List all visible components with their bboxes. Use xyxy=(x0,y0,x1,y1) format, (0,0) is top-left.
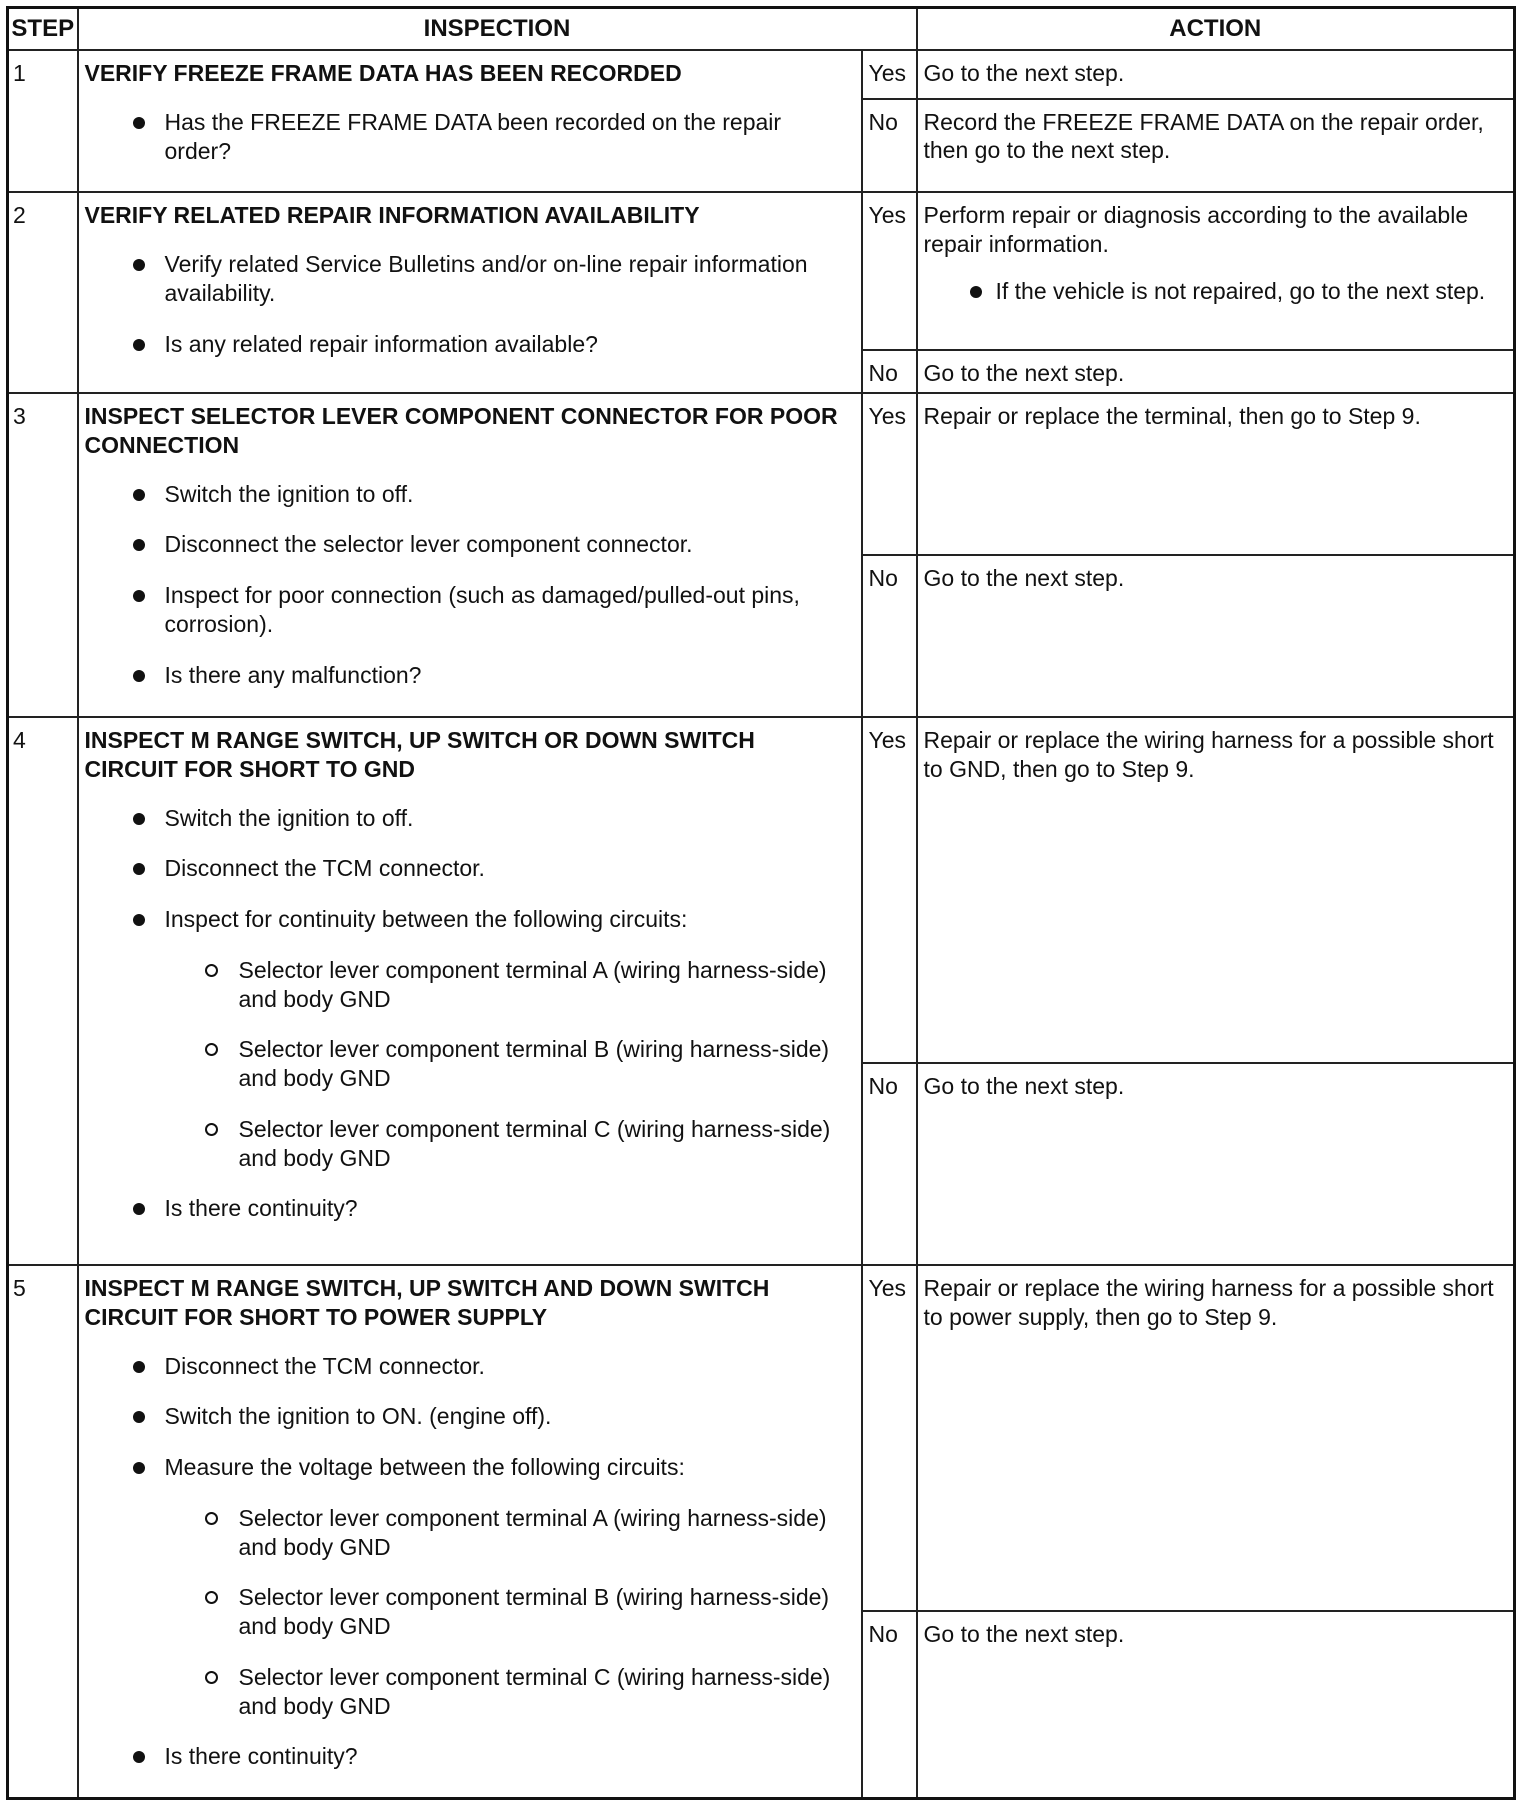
no-action: Record the FREEZE FRAME DATA on the repair order, then go to the next step. xyxy=(917,99,1515,193)
step-2-inspection xyxy=(78,192,862,393)
inspection-bullet: Is there any malfunction? xyxy=(85,661,851,690)
no-label: No xyxy=(862,99,917,193)
no-label: No xyxy=(862,350,917,393)
inspection-bullet: Verify related Service Bulletins and/or on-line repair information availability. xyxy=(85,250,851,308)
inspection-bullet: Switch the ignition to off. xyxy=(85,804,851,833)
yes-action-cell xyxy=(917,192,1515,350)
yes-action: Repair or replace the wiring harness for a possible short to power supply, then go to Step 9. xyxy=(917,1265,1515,1611)
inspection-bullet: Disconnect the TCM connector. xyxy=(85,1352,851,1381)
inspection-bullet: Measure the voltage between the following circuits: xyxy=(85,1453,851,1482)
no-action: Go to the next step. xyxy=(917,350,1515,393)
yes-action: Repair or replace the terminal, then go to Step 9. xyxy=(917,393,1515,555)
header-row xyxy=(8,8,1515,51)
inspection-sub-bullet: Selector lever component terminal A (wiring harness-side) and body GND xyxy=(85,1504,851,1562)
step-4-yes-row xyxy=(8,717,1515,1063)
inspection-sub-bullet: Selector lever component terminal A (wiring harness-side) and body GND xyxy=(85,956,851,1014)
no-action: Go to the next step. xyxy=(917,555,1515,717)
step-number: 1 xyxy=(8,50,78,192)
no-label: No xyxy=(862,1063,917,1265)
inspection-sub-bullet: Selector lever component terminal B (wiring harness-side) and body GND xyxy=(85,1035,851,1093)
no-action: Go to the next step. xyxy=(917,1063,1515,1265)
step-number: 3 xyxy=(8,393,78,717)
yes-action: Go to the next step. xyxy=(917,50,1515,99)
step-5-yes-row xyxy=(8,1265,1515,1611)
step-number: 4 xyxy=(8,717,78,1265)
step-3-inspection xyxy=(78,393,862,717)
yes-label: Yes xyxy=(862,393,917,555)
step-5-inspection xyxy=(78,1265,862,1799)
step-title: INSPECT SELECTOR LEVER COMPONENT CONNECTOR FOR POOR CONNECTION xyxy=(84,403,838,458)
step-number: 2 xyxy=(8,192,78,393)
inspection-bullet: Is there continuity? xyxy=(85,1742,851,1771)
inspection-bullet: Disconnect the TCM connector. xyxy=(85,854,851,883)
yes-action: Perform repair or diagnosis according to the available repair information. xyxy=(923,202,1469,257)
inspection-sub-bullet: Selector lever component terminal B (wiring harness-side) and body GND xyxy=(85,1583,851,1641)
no-label: No xyxy=(862,555,917,717)
step-1-inspection xyxy=(78,50,862,192)
step-3-yes-row xyxy=(8,393,1515,555)
yes-action-sub-bullet: If the vehicle is not repaired, go to the next step. xyxy=(924,277,1506,306)
diagnostic-procedure-table xyxy=(6,6,1516,1800)
action-header: ACTION xyxy=(917,8,1515,51)
step-1-yes-row xyxy=(8,50,1515,99)
inspection-bullet: Inspect for poor connection (such as damaged/pulled-out pins, corrosion). xyxy=(85,581,851,639)
step-title: INSPECT M RANGE SWITCH, UP SWITCH OR DOWN SWITCH CIRCUIT FOR SHORT TO GND xyxy=(84,727,755,782)
yes-label: Yes xyxy=(862,1265,917,1611)
step-2-yes-row xyxy=(8,192,1515,350)
inspection-header: INSPECTION xyxy=(78,8,917,51)
no-action: Go to the next step. xyxy=(917,1611,1515,1799)
yes-action: Repair or replace the wiring harness for a possible short to GND, then go to Step 9. xyxy=(917,717,1515,1063)
yes-label: Yes xyxy=(862,717,917,1063)
inspection-bullet: Inspect for continuity between the following circuits: xyxy=(85,905,851,934)
step-title: VERIFY FREEZE FRAME DATA HAS BEEN RECORDED xyxy=(84,60,682,86)
step-title: VERIFY RELATED REPAIR INFORMATION AVAILABILITY xyxy=(84,202,700,229)
inspection-sub-bullet: Selector lever component terminal C (wiring harness-side) and body GND xyxy=(85,1663,851,1721)
inspection-bullet: Switch the ignition to ON. (engine off). xyxy=(85,1402,851,1431)
inspection-sub-bullet: Selector lever component terminal C (wiring harness-side) and body GND xyxy=(85,1115,851,1173)
step-number: 5 xyxy=(8,1265,78,1799)
inspection-bullet: Has the FREEZE FRAME DATA been recorded on the repair order? xyxy=(85,108,851,166)
step-title: INSPECT M RANGE SWITCH, UP SWITCH AND DOWN SWITCH CIRCUIT FOR SHORT TO POWER SUPPLY xyxy=(84,1275,770,1330)
step-4-inspection xyxy=(78,717,862,1265)
inspection-bullet: Is any related repair information available? xyxy=(85,330,851,359)
inspection-bullet: Switch the ignition to off. xyxy=(85,480,851,509)
no-label: No xyxy=(862,1611,917,1799)
yes-label: Yes xyxy=(862,192,917,350)
inspection-bullet: Is there continuity? xyxy=(85,1194,851,1223)
step-header: STEP xyxy=(8,8,78,51)
inspection-bullet: Disconnect the selector lever component connector. xyxy=(85,530,851,559)
yes-label: Yes xyxy=(862,50,917,99)
